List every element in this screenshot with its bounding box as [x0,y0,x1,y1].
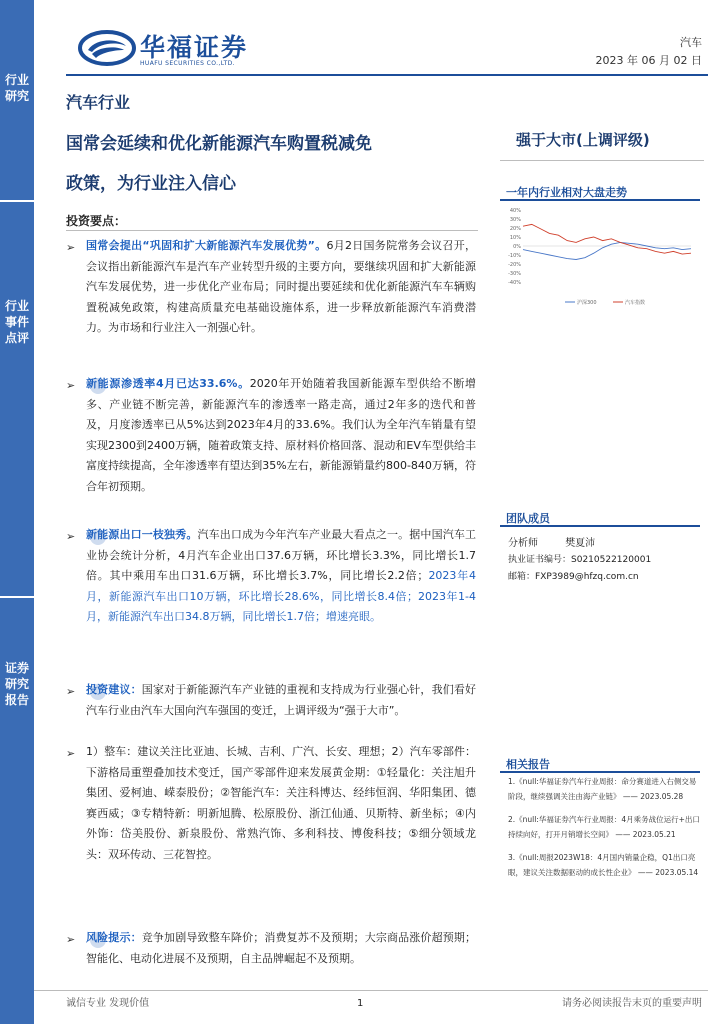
y-tick-label: -40% [508,280,521,286]
y-tick-label: 20% [509,226,521,232]
bullet-highlight: 新能源渗透率4月已达33.6%。 [86,377,250,390]
huafu-logo-icon [78,30,136,66]
analyst-name: 樊夏沛 [565,538,596,549]
y-tick-label: 0% [513,244,521,250]
key-points-rule [66,230,478,231]
related-report-link[interactable]: 1.《null:华福证券汽车行业周报：命分赛道进入右侧交易阶段，继续强调关注由海产业链》 —— 2023.05.28 [508,777,697,801]
sidebar-section-report: 证券研究报告 [4,661,29,707]
bullet-policy [86,236,476,339]
bullet-risk [86,928,476,969]
report-title-line1: 国常会延续和优化新能源汽车购置税减免 [66,134,372,154]
legend-label: 沪深300 [577,300,597,306]
report-title-line2: 政策，为行业注入信心 [66,174,236,194]
related-report-link[interactable]: 3.《null:周报2023W18：4月国内销量企稳，Q1出口亮眼，建议关注数据驱动的成长性企业》 —— 2023.05.14 [508,853,699,877]
license-number: S0210522120001 [571,555,652,565]
y-tick-label: -10% [508,253,521,259]
bullet-arrow-icon: ➢ [66,379,76,392]
y-tick-label: 10% [509,235,521,241]
sidebar-divider [0,200,34,202]
y-tick-label: -30% [508,271,521,277]
bullet-export [86,525,476,628]
sidebar-section-event: 行业事件点评 [4,299,29,345]
relative-performance-chart [505,204,699,310]
bullet-penetration [86,374,476,498]
y-tick-label: 40% [509,208,521,214]
bullet-arrow-icon: ➢ [66,933,76,946]
bullet-text: 汽车出口成为今年汽车产业最大看点之一。据中国汽车工业协会统计分析，4月汽车企业出口37.6万辆，环比增长3.3%，同比增长1.7倍。其中乘用车出口31.6万辆，环比增长3.7%，同比增长2.2倍； [86,528,477,583]
footer-rule [34,990,708,991]
series-line-csi300 [523,242,691,259]
chart-section-rule [500,199,700,201]
email-row [508,569,639,582]
related-heading: 相关报告 [506,758,550,771]
sidebar-section-research: 行业研究 [4,73,29,103]
bullet-text: 国家对于新能源汽车产业链的重视和支持成为行业强心针，我们看好汽车行业由汽车大国向汽车强国的变迁，上调评级为“强于大市”。 [86,683,477,717]
sidebar [0,0,34,1024]
bullet-highlight: 国常会提出“巩固和扩大新能源汽车发展优势”。 [86,239,327,252]
report-date: 2023 年 06 月 02 日 [595,54,702,67]
bullet-investment-advice [86,680,476,721]
analyst-row [508,534,595,549]
page-number: 1 [357,998,364,1009]
bullet-highlight: 风险提示： [86,931,142,944]
bullet-arrow-icon: ➢ [66,241,76,254]
logo-text: 华福证券 [140,33,249,62]
footer-slogan: 诚信专业 发现价值 [66,998,150,1009]
team-heading: 团队成员 [506,512,550,525]
related-rule [500,771,700,773]
related-report-link[interactable]: 2.《null:华福证券汽车行业周报：4月乘务战位运行+出口持续向好，打开月销增长空间》 —— 2023.05.21 [508,815,700,839]
license-label: 执业证书编号： [508,555,572,565]
bullet-highlight: 投资建议： [86,683,142,696]
bullet-blue-text: 2023年4月，新能源汽车出口10万辆，环比增长28.6%，同比增长8.4倍；2023年1-4月，新能源汽车出口34.8万辆，同比增长1.7倍；增速亮眼。 [86,569,476,624]
legend-label: 汽车指数 [625,300,646,306]
analyst-label: 分析师 [508,538,538,549]
bullet-text: 6月2日国务院常务会议召开，会议指出新能源汽车是汽车产业转型升级的主要方向，要继续巩固和扩大新能源汽车发展优势，进一步优化产业布局；同时提出要延续和优化新能源汽车车辆购置税减免政策，构建高质量充电基础设施体系，进一步释放新能源汽车消费潜力。为市场和行业注入一剂强心针。 [86,239,476,335]
rating-rule [500,160,704,161]
industry-name: 汽车行业 [66,93,131,112]
header-rule [66,74,708,76]
sidebar-divider [0,596,34,598]
bullet-highlight: 新能源出口一枝独秀。 [86,528,198,541]
y-tick-label: 30% [509,217,521,223]
email-address[interactable]: FXP3989@hfzq.com.cn [535,572,639,582]
y-tick-label: -20% [508,262,521,268]
footer-disclaimer: 请务必阅读报告末页的重要声明 [562,998,702,1009]
bullet-arrow-icon: ➢ [66,747,76,760]
email-label: 邮箱： [508,572,536,582]
logo-subtitle: HUAFU SECURITIES CO.,LTD. [140,60,236,67]
bullet-stock-picks: 1）整车：建议关注比亚迪、长城、吉利、广汽、长安、理想；2）汽车零部件：下游格局重塑叠加技术变迁，国产零部件迎来发展黄金期：①轻量化：关注旭升集团、爱柯迪、嵘泰股份；②智能汽车：关注科博达、经纬恒润、华阳集团、德赛西威；③专精特新：明新旭腾、松原股份、浙江仙通、贝斯特、新坐标；④内外饰：岱美股份、新泉股份、常熟汽饰、多利科技、博俊科技；⑤细分领域龙头：双环传动、三花智控。 [86,745,476,861]
chart-section-title: 一年内行业相对大盘走势 [506,186,627,199]
bullet-arrow-icon: ➢ [66,685,76,698]
team-rule [500,525,700,527]
bullet-text: 竞争加剧导致整车降价；消费复苏不及预期；大宗商品涨价超预期；智能化、电动化进展不及预期，自主品牌崛起不及预期。 [86,931,477,965]
industry-tag: 汽车 [680,36,702,49]
license-row [508,552,651,565]
key-points-heading: 投资要点： [66,214,127,228]
series-line-auto-index [523,224,691,254]
bullet-text: 2020年开始随着我国新能源车型供给不断增多、产业链不断完善，新能源汽车的渗透率一路走高，通过2年多的迭代和普及，月度渗透率已从5%达到2023年4月的33.6%。我们认为全年汽车销量有望实现2300到2400万辆，随着政策支持、原材料价格回落、混动和EV车型供给丰富度持续提高，全年渗透率有望达到35%左右，新能源销量约800-840万辆，符合年初预期。 [86,377,476,493]
bullet-arrow-icon: ➢ [66,530,76,543]
rating: 强于大市(上调评级) [516,131,650,149]
